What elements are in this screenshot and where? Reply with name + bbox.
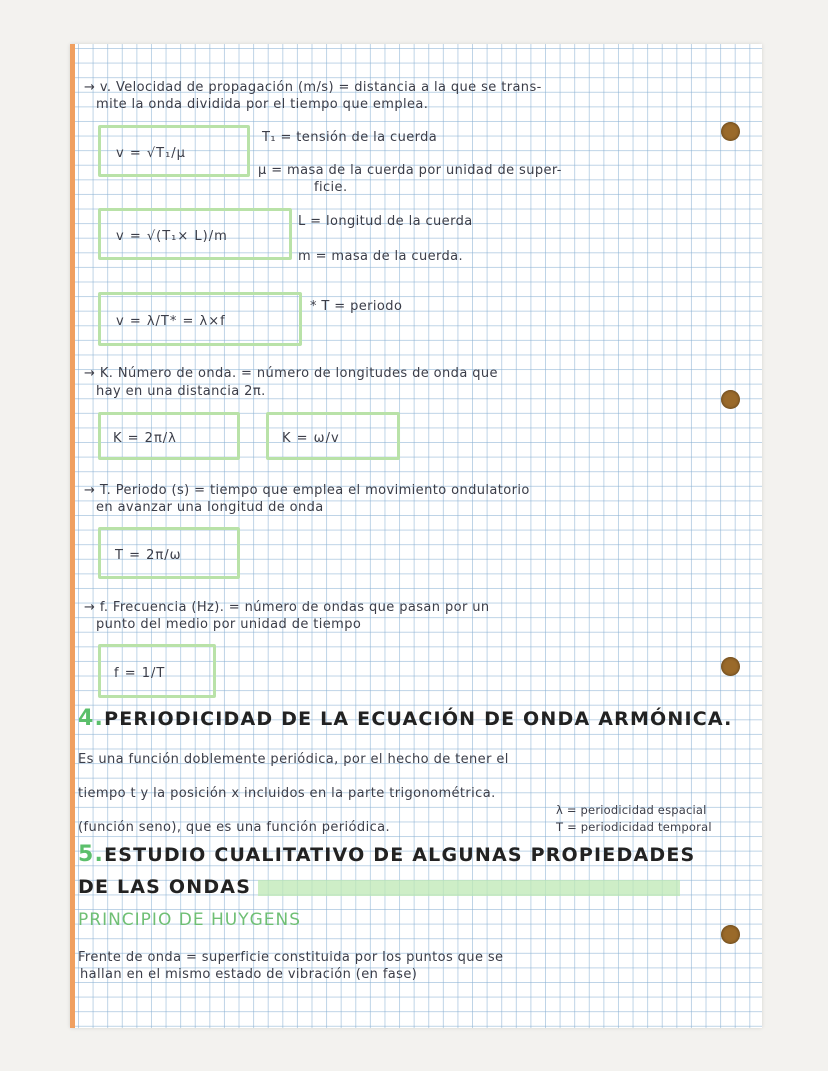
section-4-heading xyxy=(78,706,733,731)
wavenumber-formula-wavelength: K = 2π/λ xyxy=(113,431,177,446)
highlighter-stroke xyxy=(258,880,680,896)
velocity-definition-line1: → v. Velocidad de propagación (m/s) = distancia a la que se trans- xyxy=(84,80,542,95)
definition-length: L = longitud de la cuerda xyxy=(298,214,473,229)
definition-mass: m = masa de la cuerda. xyxy=(298,249,464,264)
period-definition-line2: en avanzar una longitud de onda xyxy=(96,500,324,515)
section-4-number: 4. xyxy=(78,706,105,731)
binder-hole xyxy=(721,390,740,409)
section-4-text-line3: (función seno), que es una función periódica. xyxy=(78,820,391,835)
definition-mass-per-area-line2: ficie. xyxy=(314,180,348,195)
definition-tension: T₁ = tensión de la cuerda xyxy=(262,130,438,145)
binder-hole xyxy=(721,122,740,141)
velocity-formula-tension: v = √T₁/μ xyxy=(116,146,186,161)
wavenumber-definition-line2: hay en una distancia 2π. xyxy=(96,384,266,399)
frequency-definition-line2: punto del medio por unidad de tiempo xyxy=(96,617,362,632)
wavenumber-formula-angular: K = ω/v xyxy=(282,431,340,446)
period-definition-line1: → T. Periodo (s) = tiempo que emplea el movimiento ondulatorio xyxy=(84,483,530,498)
section-4-text-line2: tiempo t y la posición x incluidos en la parte trigonométrica. xyxy=(78,786,496,801)
period-formula: T = 2π/ω xyxy=(115,548,182,563)
section-5-number: 5. xyxy=(78,842,105,867)
section-5-title-line2: DE LAS ONDAS xyxy=(78,876,252,898)
section-4-text-line1: Es una función doblemente periódica, por el hecho de tener el xyxy=(78,752,509,767)
wavenumber-definition-line1: → K. Número de onda. = número de longitudes de onda que xyxy=(84,366,498,381)
section-5-title-line1: ESTUDIO CUALITATIVO DE ALGUNAS PROPIEDADES xyxy=(104,844,696,866)
section-4-title: PERIODICIDAD DE LA ECUACIÓN DE ONDA ARMÓNICA. xyxy=(104,708,733,730)
binder-hole xyxy=(721,925,740,944)
section-5-heading xyxy=(78,842,695,867)
temporal-periodicity-note: T = periodicidad temporal xyxy=(556,820,712,834)
definition-mass-per-area-line1: μ = masa de la cuerda por unidad de super- xyxy=(258,163,562,178)
velocity-formula-length-mass: v = √(T₁× L)/m xyxy=(116,229,228,244)
frequency-definition-line1: → f. Frecuencia (Hz). = número de ondas que pasan por un xyxy=(84,600,490,615)
huygens-text-line2: hallan en el mismo estado de vibración (en fase) xyxy=(80,967,418,982)
binder-hole xyxy=(721,657,740,676)
velocity-definition-line2: mite la onda dividida por el tiempo que emplea. xyxy=(96,97,429,112)
definition-period-note: * T = periodo xyxy=(310,299,403,314)
velocity-formula-wavelength: v = λ/T* = λ×f xyxy=(116,314,226,329)
spatial-periodicity-note: λ = periodicidad espacial xyxy=(556,803,707,817)
page-margin-line xyxy=(70,44,75,1028)
huygens-subtitle: PRINCIPIO DE HUYGENS xyxy=(78,910,301,930)
huygens-text-line1: Frente de onda = superficie constituida por los puntos que se xyxy=(78,950,504,965)
frequency-formula: f = 1/T xyxy=(114,666,166,681)
